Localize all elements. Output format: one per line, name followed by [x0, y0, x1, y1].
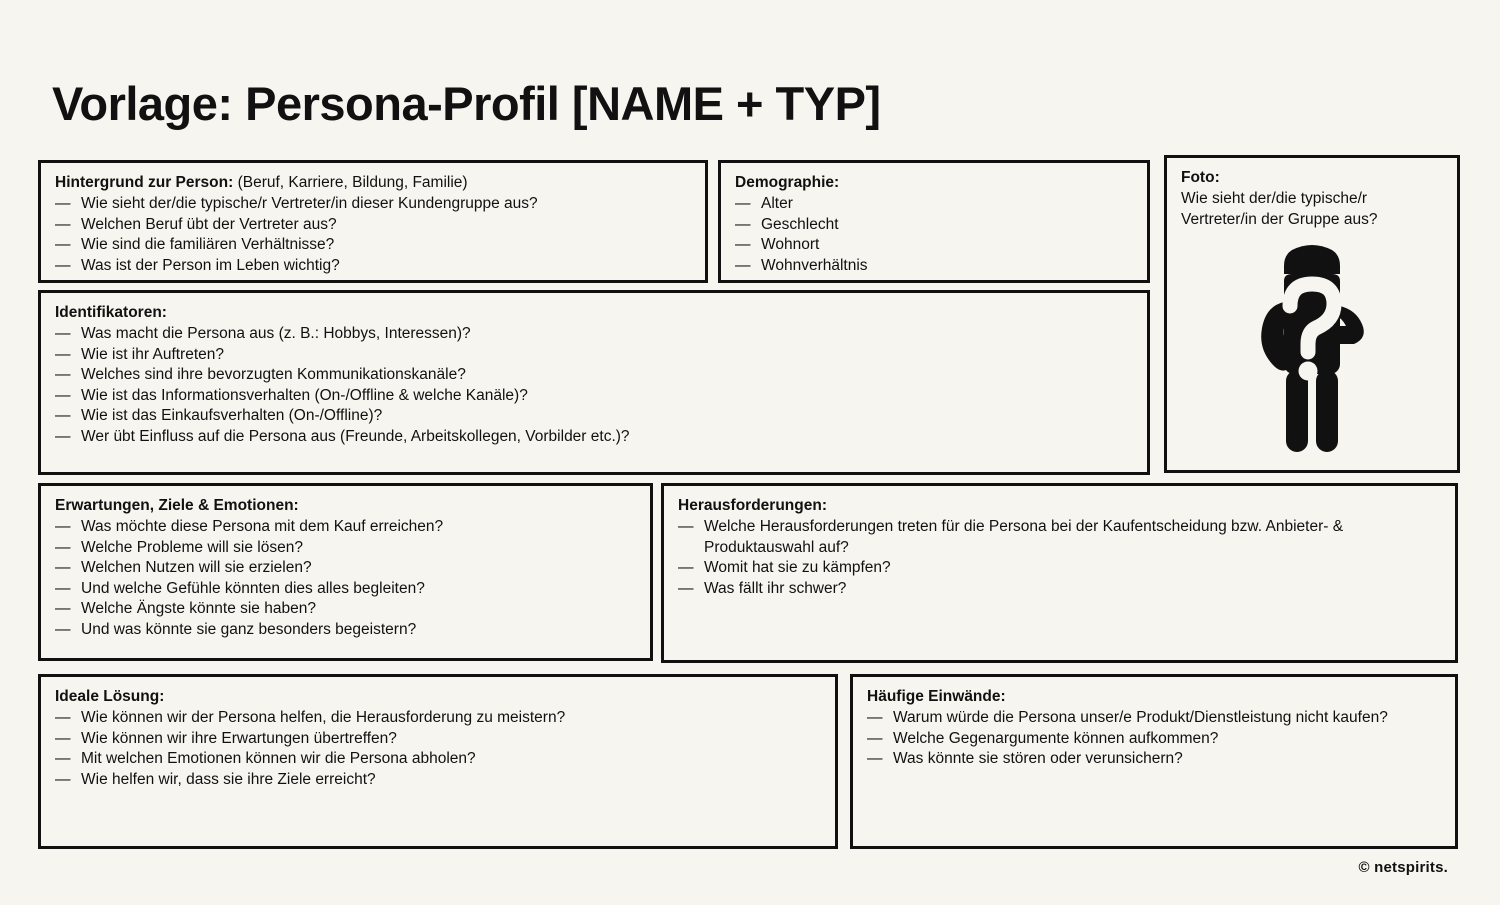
- bullet-dash-icon: —: [55, 427, 71, 445]
- list-item: [55, 215, 693, 236]
- list-item-label: Und welche Gefühle könnten dies alles begleiten?: [81, 579, 425, 597]
- bullet-dash-icon: —: [55, 386, 71, 404]
- list-item: [678, 517, 1443, 558]
- list-item-label: Wie sieht der/die typische/r Vertreter/in dieser Kundengruppe aus?: [81, 195, 538, 212]
- bullet-dash-icon: —: [55, 345, 71, 363]
- list-item: [735, 235, 1135, 256]
- page-title: Vorlage: Persona-Profil [NAME + TYP]: [52, 77, 881, 131]
- list-item: [55, 324, 1135, 345]
- list-item-label: Wie sind die familiären Verhältnisse?: [81, 236, 335, 253]
- list-item: [55, 427, 1135, 448]
- list-item: [867, 729, 1443, 750]
- section-demographie-title: [735, 173, 1135, 193]
- bullet-dash-icon: —: [55, 215, 71, 233]
- list-item: [55, 538, 638, 559]
- list-item: [55, 517, 638, 538]
- list-item-label: Wie ist das Einkaufsverhalten (On-/Offline)?: [81, 407, 383, 424]
- section-einwaende-list: [867, 708, 1443, 770]
- section-identifikatoren: [38, 290, 1150, 475]
- bullet-dash-icon: —: [55, 559, 71, 576]
- bullet-dash-icon: —: [55, 579, 71, 597]
- bullet-dash-icon: —: [735, 236, 751, 253]
- section-foto-line-2: Vertreter/in der Gruppe aus?: [1181, 210, 1378, 228]
- section-hintergrund-zur-person: [38, 160, 708, 283]
- list-item-label: Wie können wir der Persona helfen, die Herausforderung zu meistern?: [81, 709, 566, 726]
- list-item-label: Welchen Nutzen will sie erzielen?: [81, 559, 312, 576]
- list-item: [55, 558, 638, 579]
- section-hintergrund-list: [55, 194, 693, 276]
- list-item: [55, 579, 638, 600]
- section-identifikatoren-title-bold: Identifikatoren:: [55, 304, 167, 321]
- list-item-label: Was ist der Person im Leben wichtig?: [81, 256, 340, 274]
- bullet-dash-icon: —: [55, 620, 71, 638]
- bullet-dash-icon: —: [678, 559, 694, 576]
- section-haeufige-einwaende: [850, 674, 1458, 849]
- bullet-dash-icon: —: [55, 236, 71, 253]
- bullet-dash-icon: —: [55, 195, 71, 212]
- bullet-dash-icon: —: [55, 729, 71, 747]
- bullet-dash-icon: —: [55, 325, 71, 342]
- section-loesung-title-bold: Ideale Lösung:: [55, 688, 165, 705]
- section-foto-line-1: Wie sieht der/die typische/r: [1181, 190, 1368, 207]
- list-item-label: Warum würde die Persona unser/e Produkt/Dienstleistung nicht kaufen?: [893, 709, 1388, 726]
- list-item-label: Und was könnte sie ganz besonders begeistern?: [81, 620, 417, 638]
- section-demographie-title-bold: Demographie:: [735, 174, 840, 191]
- section-erwartungen-list: [55, 517, 638, 640]
- list-item: [678, 558, 1443, 579]
- list-item-label: Wie helfen wir, dass sie ihre Ziele erreicht?: [81, 770, 376, 788]
- section-identifikatoren-title: [55, 303, 1135, 323]
- bullet-dash-icon: —: [867, 750, 883, 767]
- bullet-dash-icon: —: [55, 407, 71, 424]
- list-item: [55, 365, 1135, 386]
- list-item-label: Welche Gegenargumente können aufkommen?: [893, 729, 1219, 747]
- list-item-label: Wie ist das Informationsverhalten (On-/Offline & welche Kanäle)?: [81, 386, 528, 404]
- list-item-label: Was möchte diese Persona mit dem Kauf erreichen?: [81, 518, 444, 535]
- bullet-dash-icon: —: [55, 518, 71, 535]
- section-einwaende-title-bold: Häufige Einwände:: [867, 688, 1006, 705]
- bullet-dash-icon: —: [678, 579, 694, 597]
- bullet-dash-icon: —: [867, 729, 883, 747]
- list-item-label: Welche Herausforderungen treten für die Persona bei der Kaufentscheidung bzw. Anbieter- & Produktauswahl auf?: [704, 518, 1344, 556]
- section-hintergrund-title-rest: (Beruf, Karriere, Bildung, Familie): [233, 174, 468, 191]
- list-item: [678, 579, 1443, 600]
- list-item: [55, 235, 693, 256]
- section-erwartungen-title-bold: Erwartungen, Ziele & Emotionen:: [55, 497, 299, 514]
- list-item: [55, 770, 823, 791]
- section-loesung-list: [55, 708, 823, 790]
- list-item-label: Wie ist ihr Auftreten?: [81, 345, 225, 363]
- list-item: [55, 599, 638, 620]
- list-item-label: Was könnte sie stören oder verunsichern?: [893, 750, 1183, 767]
- section-einwaende-title: [867, 687, 1443, 707]
- section-herausforderungen-list: [678, 517, 1443, 599]
- bullet-dash-icon: —: [55, 366, 71, 383]
- list-item: [55, 749, 823, 770]
- section-foto-title: [1181, 168, 1445, 188]
- list-item-label: Wer übt Einfluss auf die Persona aus (Freunde, Arbeitskollegen, Vorbilder etc.)?: [81, 427, 630, 445]
- bullet-dash-icon: —: [55, 538, 71, 556]
- section-foto: [1164, 155, 1460, 473]
- section-herausforderungen-title: [678, 496, 1443, 516]
- list-item: [867, 708, 1443, 729]
- list-item: [55, 386, 1135, 407]
- list-item: [735, 215, 1135, 236]
- list-item-label: Wohnverhältnis: [761, 256, 868, 274]
- section-herausforderungen-title-bold: Herausforderungen:: [678, 497, 827, 514]
- footer-credit: © netspirits.: [1358, 859, 1448, 876]
- list-item: [55, 620, 638, 641]
- list-item: [55, 406, 1135, 427]
- list-item-label: Womit hat sie zu kämpfen?: [704, 559, 891, 576]
- section-erwartungen-title: [55, 496, 638, 516]
- section-identifikatoren-list: [55, 324, 1135, 447]
- list-item: [55, 256, 693, 277]
- section-erwartungen-ziele-emotionen: [38, 483, 653, 661]
- list-item-label: Welchen Beruf übt der Vertreter aus?: [81, 215, 337, 233]
- list-item-label: Welches sind ihre bevorzugten Kommunikationskanäle?: [81, 366, 466, 383]
- list-item: [735, 194, 1135, 215]
- list-item-label: Alter: [761, 195, 793, 212]
- list-item-label: Mit welchen Emotionen können wir die Persona abholen?: [81, 750, 476, 767]
- person-with-question-mark-icon: [1250, 244, 1374, 456]
- bullet-dash-icon: —: [55, 600, 71, 617]
- list-item: [55, 729, 823, 750]
- bullet-dash-icon: —: [735, 195, 751, 212]
- section-ideale-loesung: [38, 674, 838, 849]
- section-loesung-title: [55, 687, 823, 707]
- list-item-label: Was macht die Persona aus (z. B.: Hobbys, Interessen)?: [81, 325, 471, 342]
- section-hintergrund-title: [55, 173, 693, 193]
- bullet-dash-icon: —: [678, 518, 694, 535]
- section-demographie: [718, 160, 1150, 283]
- list-item: [867, 749, 1443, 770]
- bullet-dash-icon: —: [735, 256, 751, 274]
- section-foto-title-bold: Foto:: [1181, 169, 1220, 186]
- bullet-dash-icon: —: [55, 709, 71, 726]
- list-item: [735, 256, 1135, 277]
- bullet-dash-icon: —: [867, 709, 883, 726]
- section-herausforderungen: [661, 483, 1458, 663]
- section-demographie-list: [735, 194, 1135, 276]
- list-item-label: Was fällt ihr schwer?: [704, 579, 847, 597]
- bullet-dash-icon: —: [55, 750, 71, 767]
- bullet-dash-icon: —: [55, 770, 71, 788]
- list-item: [55, 345, 1135, 366]
- list-item-label: Geschlecht: [761, 215, 839, 233]
- list-item-label: Wie können wir ihre Erwartungen übertreffen?: [81, 729, 397, 747]
- list-item-label: Welche Probleme will sie lösen?: [81, 538, 303, 556]
- bullet-dash-icon: —: [55, 256, 71, 274]
- list-item: [55, 708, 823, 729]
- section-hintergrund-title-bold: Hintergrund zur Person:: [55, 174, 234, 191]
- list-item-label: Wohnort: [761, 236, 820, 253]
- list-item: [55, 194, 693, 215]
- list-item-label: Welche Ängste könnte sie haben?: [81, 600, 316, 617]
- bullet-dash-icon: —: [735, 215, 751, 233]
